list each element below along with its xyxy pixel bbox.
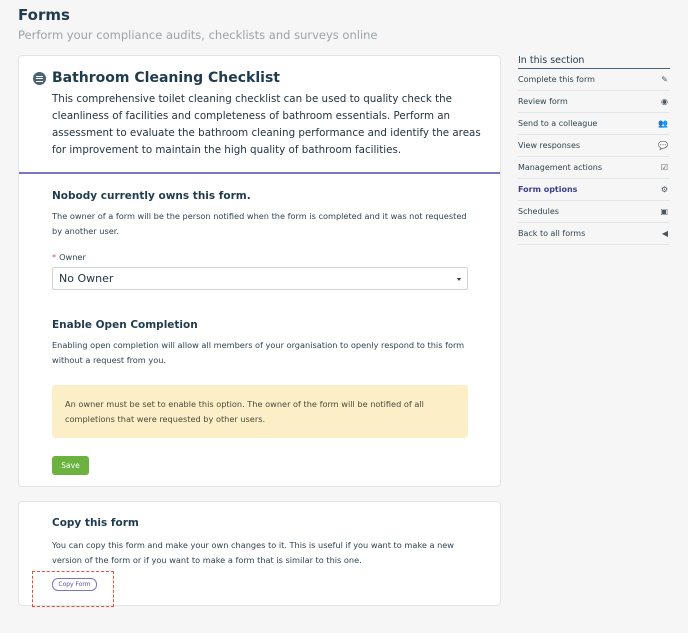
sidebar-item-label: View responses bbox=[518, 141, 581, 150]
form-title: Bathroom Cleaning Checklist bbox=[52, 70, 280, 86]
caret-down-icon bbox=[457, 278, 461, 281]
calendar-icon: ▣ bbox=[660, 207, 668, 216]
sidebar-item-send-to-a-colleague[interactable] bbox=[518, 113, 670, 135]
sidebar-item-label: Form options bbox=[518, 185, 578, 194]
checkbox-icon: ☑ bbox=[660, 163, 668, 172]
sidebar-item-view-responses[interactable] bbox=[518, 135, 670, 157]
sidebar-item-label: Schedules bbox=[518, 207, 559, 216]
sidebar-item-label: Complete this form bbox=[518, 75, 595, 84]
sidebar-item-back-to-all-forms[interactable] bbox=[518, 223, 670, 245]
copy-text: You can copy this form and make your own changes to it. This is useful if you want to make a new version of the form or if you want to make a form that is similar to this one. bbox=[52, 540, 455, 565]
form-description: This comprehensive toilet cleaning checklist can be used to quality check the cleanliness of facilities and completeness of bathroom essentials. Perform an assessment to evaluate the bathroom cleaning performance and identify the areas for improvement to maintain the high quality of bathroom facilities. bbox=[52, 93, 481, 156]
copy-title: Copy this form bbox=[52, 517, 139, 529]
gear-icon: ⚙ bbox=[660, 185, 668, 194]
required-mark: * bbox=[52, 252, 57, 262]
section-divider bbox=[19, 172, 500, 174]
sidebar-item-schedules[interactable] bbox=[518, 201, 670, 223]
ownership-title: Nobody currently owns this form. bbox=[52, 190, 251, 202]
sidebar-heading: In this section bbox=[518, 55, 670, 69]
page-title: Forms bbox=[18, 6, 70, 24]
open-completion-text: Enabling open completion will allow all members of your organisation to openly respond to this form without a request from you. bbox=[52, 340, 465, 365]
pencil-icon: ✎ bbox=[661, 75, 668, 84]
owner-label bbox=[52, 252, 86, 262]
section-sidebar bbox=[518, 55, 670, 245]
owner-label-text: Owner bbox=[59, 252, 86, 262]
save-button[interactable]: Save bbox=[52, 456, 89, 475]
sidebar-item-complete-this-form[interactable] bbox=[518, 69, 670, 91]
comments-icon: 💬 bbox=[658, 141, 668, 150]
sidebar-item-label: Send to a colleague bbox=[518, 119, 598, 128]
owner-warning-alert: An owner must be set to enable this option. The owner of the form will be notified of all completions that were requested by other users. bbox=[52, 385, 468, 438]
eye-icon: ◉ bbox=[661, 97, 668, 106]
sidebar-item-label: Back to all forms bbox=[518, 229, 586, 238]
back-arrow-icon: ◀ bbox=[661, 229, 668, 238]
form-options-card bbox=[18, 55, 501, 487]
sidebar-item-label: Management actions bbox=[518, 163, 603, 172]
sidebar-item-management-actions[interactable] bbox=[518, 157, 670, 179]
sidebar-item-label: Review form bbox=[518, 97, 568, 106]
form-list-icon bbox=[33, 72, 46, 85]
users-icon: 👥 bbox=[658, 119, 668, 128]
copy-button-highlight bbox=[32, 571, 114, 607]
page-subtitle: Perform your compliance audits, checklists and surveys online bbox=[18, 28, 378, 42]
sidebar-nav bbox=[518, 69, 670, 245]
copy-form-button[interactable]: Copy Form bbox=[52, 578, 97, 591]
ownership-text: The owner of a form will be the person notified when the form is completed and it was not requested by another user. bbox=[52, 211, 467, 236]
owner-select-value: No Owner bbox=[59, 272, 114, 285]
open-completion-title: Enable Open Completion bbox=[52, 319, 198, 331]
owner-select[interactable] bbox=[52, 267, 468, 290]
sidebar-item-review-form[interactable] bbox=[518, 91, 670, 113]
sidebar-item-form-options[interactable] bbox=[518, 179, 670, 201]
